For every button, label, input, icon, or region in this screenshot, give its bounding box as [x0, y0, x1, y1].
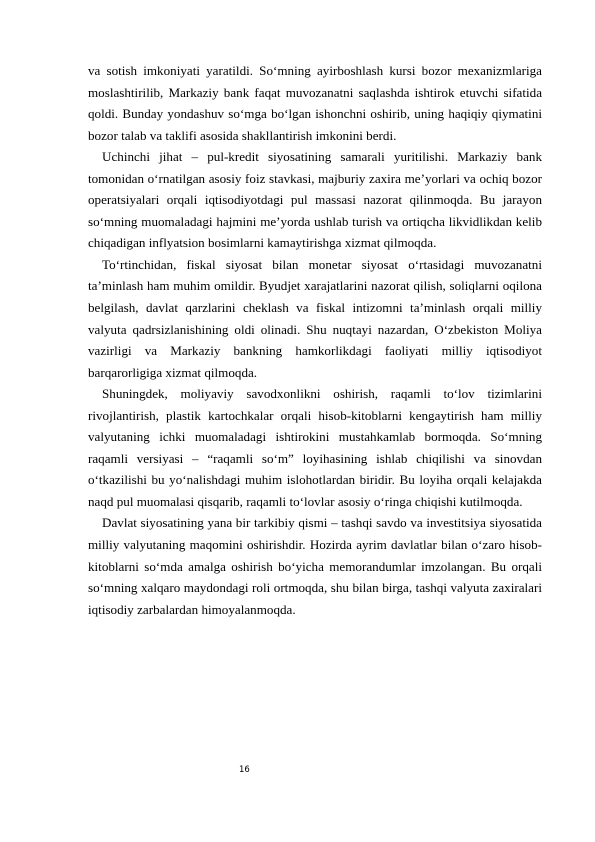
paragraph-monetary-policy: Uchinchi jihat – pul-kredit siyosatining samarali yuritilishi. Markaziy bank tomonidan o‘rnatilgan asosiy foiz stavkasi, majburiy zaxira me’yorlari va ochiq bozor operatsiyalari orqali iqtisodiyotdagi pul massasi nazorat qilinmoqda. Bu jarayon so‘mning muomaladagi hajmini me’yorda ushlab turish va ortiqcha likvidlikdan kelib chiqadigan inflyatsion bosimlarni kamaytirishga xizmat qilmoqda.: [88, 149, 542, 251]
paragraph-foreign-trade: Davlat siyosatining yana bir tarkibiy qismi – tashqi savdo va investitsiya siyosatida milliy valyutaning maqomini oshirishdir. Hozirda ayrim davlatlar bilan o‘zaro hisob-kitoblarni so‘mda amalga oshirish bo‘yicha memorandumlar imzolangan. Bu orqali so‘mning xalqaro maydondagi roli ortmoqda, shu bilan birga, tashqi valyuta zaxiralari iqtisodiy zarbalardan himoyalanmoqda.: [88, 515, 542, 617]
body-text: [88, 60, 542, 620]
paragraph-fiscal-policy: To‘rtinchidan, fiskal siyosat bilan monetar siyosat o‘rtasidagi muvozanatni ta’minlash ham muhim omildir. Byudjet xarajatlarini nazorat qilish, soliqlarni oqilona belgilash, davlat qarzlarini cheklash va fiskal intizomni ta’minlash orqali milliy valyuta qadrsizlanishining oldi olinadi. Shu nuqtayi nazardan, O‘zbekiston Moliya vazirligi va Markaziy bankning hamkorlikdagi faoliyati milliy iqtisodiyot barqarorligiga xizmat qilmoqda.: [88, 256, 542, 380]
page-number: 16: [239, 765, 250, 775]
paragraph-continuation: va sotish imkoniyati yaratildi. So‘mning ayirboshlash kursi bozor mexanizmlariga moslashtirilib, Markaziy bank faqat muvozanatni saqlashda ishtirok etuvchi sifatida qoldi. Bunday yondashuv so‘mga bo‘lgan ishonchni oshirib, uning haqiqiy qiymatini bozor talab va taklifi asosida shakllantirish imkonini berdi.: [88, 63, 542, 143]
paragraph-digital-payments: Shuningdek, moliyaviy savodxonlikni oshirish, raqamli to‘lov tizimlarini rivojlantirish, plastik kartochkalar orqali hisob-kitoblarni kengaytirish ham milliy valyutaning ichki muomaladagi ishtirokini mustahkamlab bormoqda. So‘mning raqamli versiyasi – “raqamli so‘m” loyihasining ishlab chiqilishi va sinovdan o‘tkazilishi bu yo‘nalishdagi muhim islohotlardan biridir. Bu loyiha orqali kelajakda naqd pul muomalasi qisqarib, raqamli to‘lovlar asosiy o‘ringa chiqishi kutilmoqda.: [88, 386, 542, 509]
